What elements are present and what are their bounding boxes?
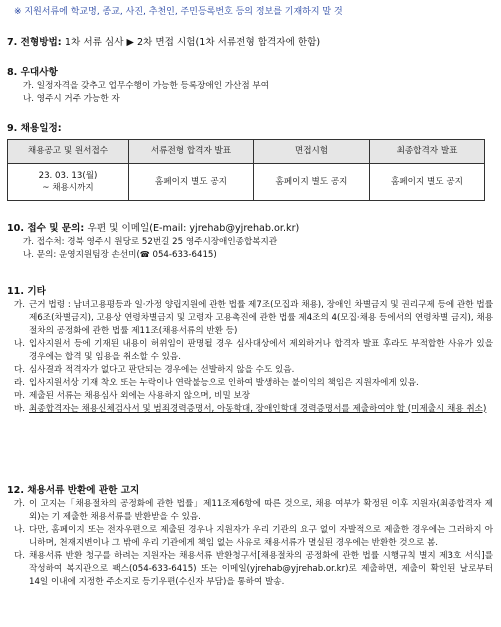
section-8	[7, 66, 493, 106]
table-cell: 홈페이지 별도 공지	[129, 164, 254, 201]
phone-icon: ☎	[139, 250, 150, 260]
table-header: 면접시험	[254, 140, 370, 164]
list-item: 바. 최종합격자는 채용신체검사서 및 범죄경력증명서, 아동학대, 장애인학대 경력증명서를 제출하여야 함 (미제출시 채용 취소)	[14, 403, 487, 414]
table-cell: 23. 03. 13(월) ~ 채용시까지	[8, 164, 129, 201]
section-10-item-2: 나. 문의: 운영지원팀장 손선미(☎ 054-633-6415)	[23, 250, 217, 261]
table-header: 서류전형 합격자 발표	[129, 140, 254, 164]
section-8-title: 8. 우대사항	[7, 67, 58, 78]
list-item: 가. 근거 법령 : 남녀고용평등과 일·가정 양립지원에 관한 법률 제7조(모집과 채용), 장애인 차별금지 및 권리구제 등에 관한 법률 제6조(차별금지), 고용상 연령차별금지 및 고령자 고용촉진에 관한 법률 제4조의 4(모집·채용 등에서의 연령차별 금지), 채용절차의 공정화에 관한 법률 제11조(채용서류의 반환 등)	[14, 300, 493, 337]
section-8-item-2: 나. 영주시 거주 가능한 자	[23, 94, 120, 105]
section-12-title: 12. 채용서류 반환에 관한 고지	[7, 485, 140, 496]
section-10-item-1: 가. 접수처: 경북 영주시 원당로 52번길 25 영주시장애인종합복지관	[23, 237, 278, 248]
section-9-title: 9. 채용일정:	[7, 123, 62, 134]
notice-line: ※ 지원서류에 학교명, 종교, 사진, 추천인, 주민등록번호 등의 정보를 기재하지 말 것	[14, 7, 343, 17]
list-item: 다. 채용서류 반환 청구를 하려는 지원자는 채용서류 반환청구서[채용절차의 공정화에 관한 법률 시행규칙 별지 제3호 서식]를 작성하여 복지관으로 팩스(054-633-6415) 또는 이메일(yjrehab@yjrehab.or.kr)로 제출하면, 제출이 확인된 날로부터 14일 이내에 지정한 주소지로 등기우편(수신자 부담)을 통하여 발송.	[14, 550, 493, 587]
table-header: 채용공고 및 원서접수	[8, 140, 129, 164]
section-9	[7, 122, 493, 201]
list-item: 다. 심사결과 적격자가 없다고 판단되는 경우에는 선발하지 않을 수도 있음.	[14, 364, 295, 375]
table-cell: 홈페이지 별도 공지	[254, 164, 370, 201]
table-header: 최종합격자 발표	[370, 140, 485, 164]
section-7	[7, 36, 493, 50]
section-7-title: 7. 전형방법:	[7, 37, 62, 48]
section-7-content: 1차 서류 심사 ▶ 2차 면접 시험(1차 서류전형 합격자에 한함)	[64, 37, 321, 48]
list-item: 가. 이 고지는「채용절차의 공정화에 관한 법률」제11조제6항에 따른 것으로, 채용 여부가 확정된 이후 지원자(최종합격자 제외)는 기 제출한 채용서류를 반환받을 수 있음.	[14, 499, 493, 523]
section-10-content: 우편 및 이메일(E-mail: yjrehab@yjrehab.or.kr)	[87, 223, 300, 234]
section-11	[7, 285, 493, 415]
schedule-table	[7, 139, 485, 201]
list-item: 라. 입사지원서상 기재 착오 또는 누락이나 연락불능으로 인하여 발생하는 불이익의 책임은 지원자에게 있음.	[14, 377, 419, 388]
section-11-title: 11. 기타	[7, 286, 46, 297]
section-8-item-1: 가. 일정자격을 갖추고 업무수행이 가능한 등록장애인 가산점 부여	[23, 81, 269, 92]
section-10	[7, 222, 493, 262]
list-item: 나. 다만, 홈페이지 또는 전자우편으로 제출된 경우나 지원자가 우리 기관의 요구 없이 자발적으로 제출한 경우에는 그러하지 아니하며, 천재지변이나 그 밖에 우리 기관에게 책임 없는 사유로 채용서류가 멸실된 경우에는 반환한 것으로 봄.	[14, 525, 493, 549]
section-12	[7, 484, 493, 589]
section-10-title: 10. 접수 및 문의:	[7, 223, 85, 234]
table-cell: 홈페이지 별도 공지	[370, 164, 485, 201]
list-item: 마. 제출된 서류는 채용심사 외에는 사용하지 않으며, 비밀 보장	[14, 390, 251, 401]
list-item: 나. 입사지원서 등에 기재된 내용이 허위임이 판명될 경우 심사대상에서 제외하거나 합격자 발표 후라도 부적합한 사유가 있을 경우에는 합격 및 임용을 취소할 수 있음.	[14, 339, 493, 362]
